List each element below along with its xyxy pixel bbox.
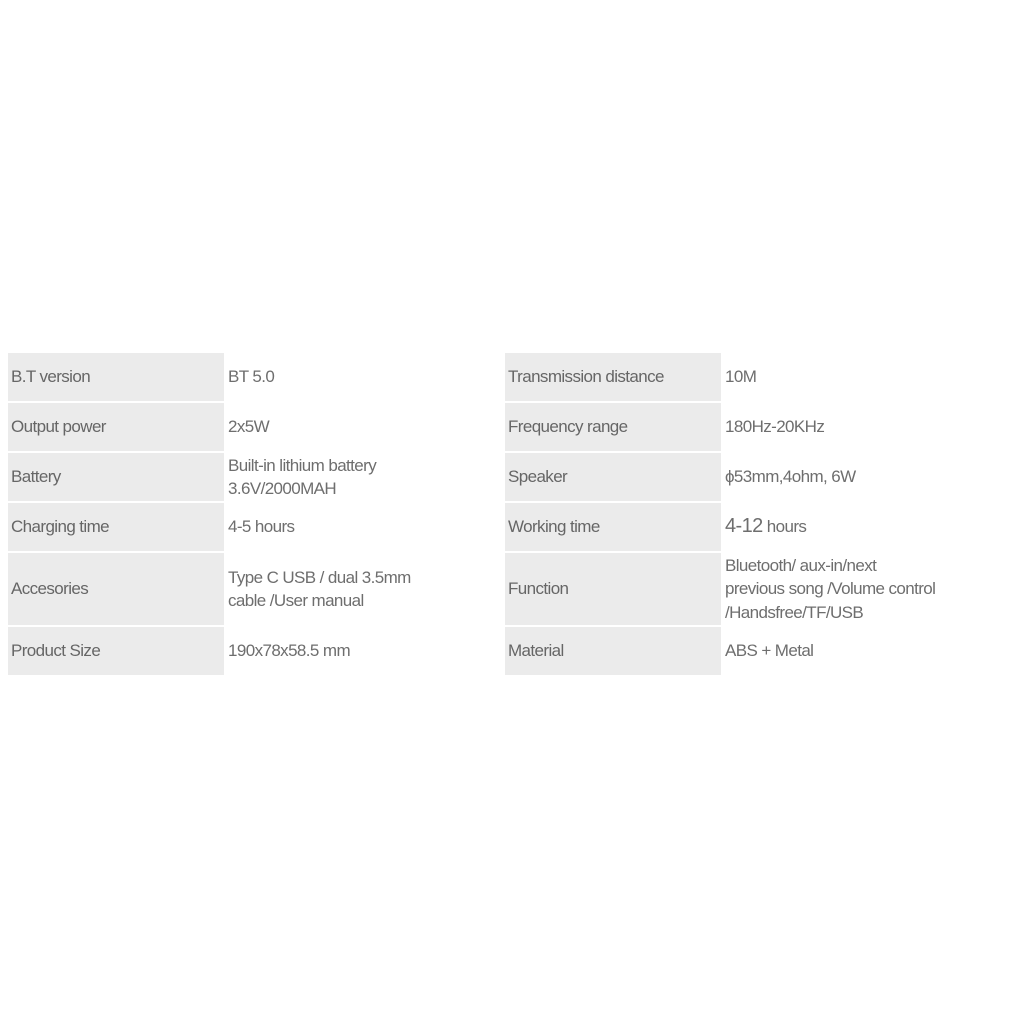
spec-value: Type C USB / dual 3.5mm cable /User manual bbox=[228, 567, 411, 610]
spec-label: Battery bbox=[8, 453, 224, 501]
spec-value: 2x5W bbox=[228, 417, 270, 437]
spec-table-right bbox=[505, 353, 965, 677]
spec-value: 190x78x58.5 mm bbox=[228, 641, 351, 661]
spec-label: Accesories bbox=[8, 553, 224, 625]
spec-row bbox=[8, 453, 468, 501]
spec-row bbox=[8, 403, 468, 451]
spec-row bbox=[505, 627, 965, 675]
spec-row bbox=[8, 553, 468, 625]
spec-label: Frequency range bbox=[505, 403, 721, 451]
spec-table-left bbox=[8, 353, 468, 677]
spec-label: Function bbox=[505, 553, 721, 625]
spec-label: Output power bbox=[8, 403, 224, 451]
spec-label: B.T version bbox=[8, 353, 224, 401]
spec-row bbox=[8, 503, 468, 551]
spec-label: Working time bbox=[505, 503, 721, 551]
spec-value-unit: hours bbox=[766, 517, 807, 537]
spec-value: 180Hz-20KHz bbox=[725, 417, 825, 437]
spec-label: Product Size bbox=[8, 627, 224, 675]
spec-value: 4-5 hours bbox=[228, 517, 295, 537]
spec-row bbox=[8, 353, 468, 401]
spec-value: ABS + Metal bbox=[725, 641, 814, 661]
spec-row bbox=[505, 403, 965, 451]
spec-row bbox=[505, 553, 965, 625]
spec-value: Bluetooth/ aux-in/next previous song /Volume control /Handsfree/TF/USB bbox=[725, 555, 936, 622]
spec-label: Material bbox=[505, 627, 721, 675]
spec-row bbox=[505, 453, 965, 501]
spec-value: Built-in lithium battery 3.6V/2000MAH bbox=[228, 455, 377, 498]
spec-row bbox=[8, 627, 468, 675]
spec-label: Charging time bbox=[8, 503, 224, 551]
spec-value: BT 5.0 bbox=[228, 367, 275, 387]
spec-value-number: 4-12 bbox=[725, 515, 763, 538]
spec-value: ϕ53mm,4ohm, 6W bbox=[725, 467, 856, 487]
spec-label: Speaker bbox=[505, 453, 721, 501]
spec-row bbox=[505, 353, 965, 401]
spec-label: Transmission distance bbox=[505, 353, 721, 401]
spec-value: 10M bbox=[725, 367, 757, 387]
spec-row bbox=[505, 503, 965, 551]
